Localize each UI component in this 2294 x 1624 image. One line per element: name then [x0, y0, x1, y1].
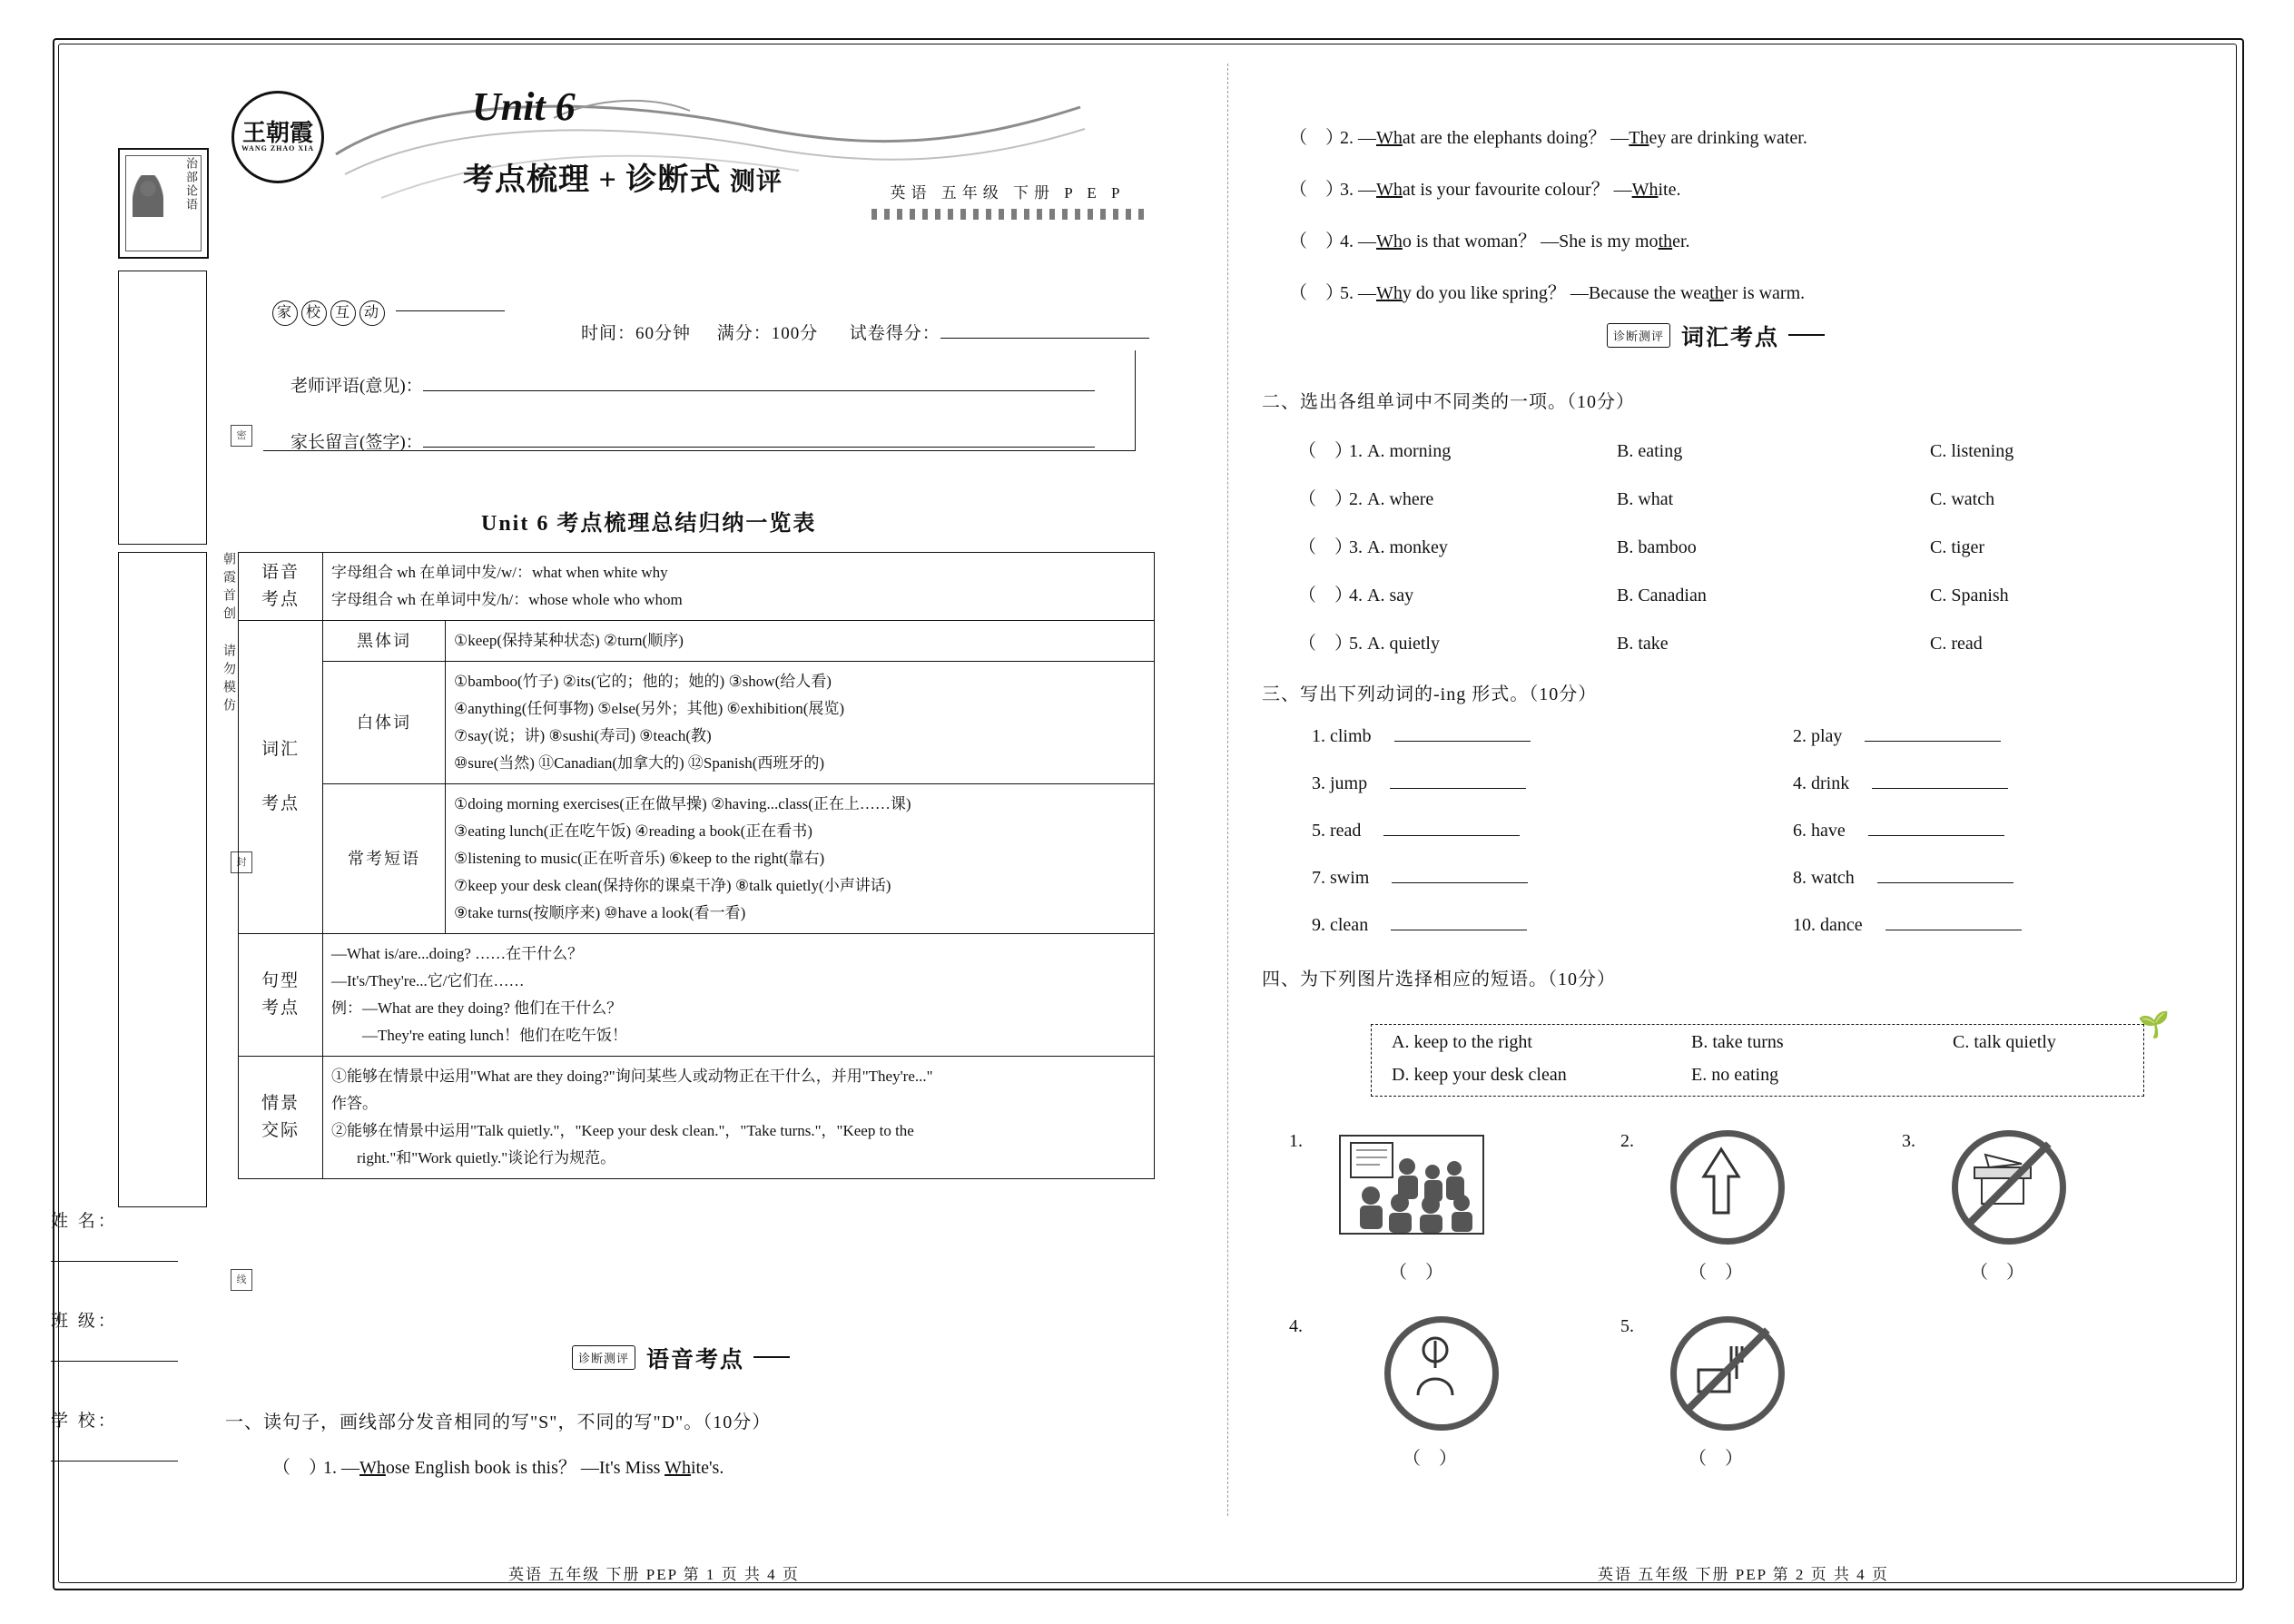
q3-item-5-input[interactable] — [1383, 835, 1520, 836]
brand-logo — [231, 91, 324, 183]
no-messy-desk-icon — [1952, 1130, 2059, 1237]
q4-picture-3-answer[interactable]: （ ） — [1970, 1263, 2024, 1283]
badge-tail-1 — [753, 1356, 790, 1358]
q3-item-6-number: 6. — [1793, 821, 1807, 841]
q2-item-2-answer-box[interactable]: （ ） — [1298, 489, 1353, 509]
field-class-input[interactable] — [51, 1337, 178, 1362]
badge-small-label-1: 诊断测评 — [572, 1345, 635, 1370]
q3-item-6-input[interactable] — [1868, 835, 2004, 836]
page-title-part-b: 诊断式 — [625, 163, 722, 197]
q2-item-2-option-a[interactable]: A. where — [1367, 489, 1434, 509]
q1-item-3-text: —What is your favourite colour？ —White. — [1358, 180, 1681, 200]
table-row — [239, 553, 1155, 621]
q3-item-7-input[interactable] — [1392, 882, 1528, 883]
q1-item-1-text: —Whose English book is this？ —It's Miss White's. — [341, 1458, 724, 1478]
q1-item-3-answer-box[interactable]: （ ） — [1289, 180, 1344, 200]
table-row — [239, 934, 1155, 1057]
plain-words-line-1: ①bamboo(竹子) ②its(它的；他的；她的) ③show(给人看) — [454, 673, 832, 690]
question-4-heading: 四、为下列图片选择相应的短语。（10分） — [1262, 969, 1616, 989]
phrases-line-5: ⑨take turns(按顺序来) ⑩have a look(看一看) — [454, 904, 746, 921]
q4-option-b[interactable]: B. take turns — [1691, 1032, 1784, 1052]
row-head-situational: 情景 交际 — [239, 1057, 323, 1179]
q2-item-2[interactable] — [1298, 484, 1994, 510]
phonics-cell — [323, 553, 1155, 621]
q2-item-1-number: 1. — [1349, 441, 1363, 461]
question-2-heading: 二、选出各组单词中不同类的一项。（10分） — [1262, 392, 1635, 412]
q3-item-5-word: read — [1330, 821, 1362, 841]
situational-cell — [323, 1057, 1155, 1179]
interaction-char-2: 校 — [301, 300, 327, 326]
q2-item-5-answer-box[interactable]: （ ） — [1298, 634, 1353, 654]
q1-item-1-number: 1. — [323, 1458, 337, 1478]
q3-item-10[interactable] — [1793, 915, 2022, 936]
bold-words-cell — [446, 621, 1155, 662]
q4-option-e[interactable]: E. no eating — [1691, 1065, 1779, 1085]
q3-item-2-number: 2. — [1793, 726, 1807, 746]
q1-item-1-answer-box[interactable]: （ ） — [272, 1458, 327, 1478]
q2-item-3-option-c[interactable]: C. tiger — [1930, 537, 1984, 557]
q2-item-2-option-c[interactable]: C. watch — [1930, 489, 1995, 509]
q3-item-8-input[interactable] — [1877, 882, 2013, 883]
plain-words-line-4: ⑩sure(当然) ⑪Canadian(加拿大的) ⑫Spanish(西班牙的) — [454, 754, 825, 772]
q3-item-1-input[interactable] — [1394, 741, 1531, 742]
q2-item-5-option-c[interactable]: C. read — [1930, 634, 1983, 654]
q3-item-1-number: 1. — [1312, 726, 1325, 746]
q4-picture-4-number: 4. — [1289, 1316, 1303, 1336]
q3-item-4[interactable] — [1793, 773, 2008, 794]
q2-item-1-answer-box[interactable]: （ ） — [1298, 441, 1353, 461]
page-title — [463, 154, 783, 199]
total-score-label: 试卷得分： — [849, 324, 940, 343]
bold-words-line-1: ①keep(保持某种状态) ②turn(顺序) — [454, 632, 684, 649]
section-badge-vocab — [1607, 320, 1825, 356]
q1-item-5-text: —Why do you like spring？ —Because the weather is warm. — [1358, 283, 1806, 303]
q3-item-2-input[interactable] — [1865, 741, 2001, 742]
phonics-line-1: 字母组合 wh 在单词中发/w/：what when white why — [331, 564, 668, 581]
seal-mark-2: 封 — [231, 851, 252, 873]
field-name-input[interactable] — [51, 1237, 178, 1262]
q3-item-7[interactable] — [1312, 868, 1528, 889]
row-head-phonics: 语音 考点 — [239, 553, 323, 621]
q4-picture-1-number: 1. — [1289, 1131, 1303, 1151]
book-tag-arrows-decoration — [871, 209, 1144, 220]
row-head-vocab: 词汇 考点 — [239, 621, 323, 934]
sentence-line-3: 例：—What are they doing? 他们在干什么？ — [331, 999, 623, 1017]
page-title-plus: + — [598, 163, 617, 197]
q2-item-3-answer-box[interactable]: （ ） — [1298, 537, 1353, 557]
seal-mark-3: 线 — [231, 1269, 252, 1291]
q2-item-3-option-b[interactable]: B. bamboo — [1617, 537, 1697, 557]
q3-item-5[interactable] — [1312, 821, 1520, 842]
sentence-line-1: —What is/are...doing? ……在干什么？ — [331, 945, 584, 962]
q1-item-2-text: —What are the elephants doing？ —They are drinking water. — [1358, 128, 1807, 148]
q4-option-d[interactable]: D. keep your desk clean — [1392, 1065, 1567, 1085]
parent-note-input[interactable] — [423, 447, 1095, 448]
sentence-line-2: —It's/They're...它/它们在…… — [331, 972, 525, 989]
section-badge-phonics — [572, 1342, 790, 1378]
q1-item-5[interactable] — [1289, 278, 1805, 304]
q1-item-4[interactable] — [1289, 226, 1690, 252]
seal-mark-1: 密 — [231, 425, 252, 447]
page-title-part-a: 考点梳理 — [463, 163, 590, 197]
q3-item-1[interactable] — [1312, 726, 1531, 747]
q1-item-4-number: 4. — [1340, 231, 1354, 251]
classroom-scene-icon — [1334, 1130, 1489, 1239]
teacher-comment-input[interactable] — [423, 390, 1095, 391]
q3-item-3-word: jump — [1330, 773, 1368, 793]
q1-item-2-number: 2. — [1340, 128, 1354, 148]
field-class-label: 班 级： — [51, 1312, 118, 1331]
q2-item-5-option-a[interactable]: A. quietly — [1367, 634, 1440, 654]
full-score-label: 满分：100分 — [716, 324, 819, 343]
publisher-seal — [118, 148, 209, 259]
left-blank-box-2 — [118, 552, 207, 1207]
q1-item-2-answer-box[interactable]: （ ） — [1289, 128, 1344, 148]
q4-picture-5-answer[interactable]: （ ） — [1689, 1449, 1743, 1469]
q2-item-4-option-b[interactable]: B. Canadian — [1617, 586, 1707, 605]
badge-title-phonics: 语音考点 — [646, 1348, 745, 1373]
q3-item-7-word: swim — [1330, 868, 1370, 888]
no-eating-icon — [1670, 1316, 1777, 1423]
q3-item-10-word: dance — [1820, 915, 1863, 935]
q3-item-5-number: 5. — [1312, 821, 1325, 841]
q2-item-3-number: 3. — [1349, 537, 1363, 557]
q4-options-box — [1371, 1024, 2144, 1097]
interaction-title-rule — [396, 310, 505, 311]
field-school-input[interactable] — [51, 1437, 178, 1462]
subhead-plain-words: 白体词 — [323, 662, 446, 784]
row-head-sentence: 句型 考点 — [239, 934, 323, 1057]
q2-item-1-option-c[interactable]: C. listening — [1930, 441, 2014, 461]
q1-item-4-text: —Who is that woman？ —She is my mother. — [1358, 231, 1690, 251]
table-row — [239, 621, 1155, 662]
q1-item-5-number: 5. — [1340, 283, 1354, 303]
table-row — [239, 662, 1155, 784]
q2-item-3[interactable] — [1298, 532, 1984, 558]
field-school[interactable] — [51, 1407, 187, 1462]
q3-item-6[interactable] — [1793, 821, 2004, 842]
table-row — [239, 1057, 1155, 1179]
q3-item-4-input[interactable] — [1872, 788, 2008, 789]
q3-item-9-number: 9. — [1312, 915, 1325, 935]
phrases-line-2: ③eating lunch(正在吃午饭) ④reading a book(正在看书) — [454, 822, 812, 840]
q1-item-3[interactable] — [1289, 174, 1681, 201]
q4-picture-4-answer[interactable]: （ ） — [1403, 1449, 1457, 1469]
q2-item-5-option-b[interactable]: B. take — [1617, 634, 1669, 654]
question-3-heading: 三、写出下列动词的-ing 形式。（10分） — [1262, 684, 1598, 704]
book-tag-text: 英语 五年级 下册 P E P — [890, 184, 1126, 202]
plain-words-line-2: ④anything(任何事物) ⑤else(另外；其他) ⑥exhibition(展览) — [454, 700, 845, 717]
subhead-phrases: 常考短语 — [323, 784, 446, 934]
field-name[interactable] — [51, 1207, 187, 1262]
parent-note-label: 家长留言(签字)： — [290, 433, 423, 452]
sprout-decoration-icon: 🌱 — [2138, 1011, 2170, 1039]
q3-item-8[interactable] — [1793, 868, 2013, 889]
sentence-cell — [323, 934, 1155, 1057]
q3-item-2-word: play — [1811, 726, 1843, 746]
interaction-char-1: 家 — [272, 300, 298, 326]
q4-picture-2-answer[interactable]: （ ） — [1689, 1263, 1743, 1283]
plain-words-cell — [446, 662, 1155, 784]
q2-item-4-number: 4. — [1349, 586, 1363, 605]
phrases-line-3: ⑤listening to music(正在听音乐) ⑥keep to the right(靠右) — [454, 850, 825, 867]
scholar-figure-icon — [133, 175, 163, 217]
q2-item-4-option-c[interactable]: C. Spanish — [1930, 586, 2009, 605]
teacher-comment-label: 老师评语(意见)： — [290, 377, 423, 396]
book-tag — [871, 178, 1144, 214]
q4-option-a[interactable]: A. keep to the right — [1392, 1032, 1532, 1052]
q2-item-3-option-a[interactable]: A. monkey — [1367, 537, 1448, 557]
q1-item-5-answer-box[interactable]: （ ） — [1289, 283, 1344, 303]
q3-item-3[interactable] — [1312, 773, 1526, 794]
q2-item-2-option-b[interactable]: B. what — [1617, 489, 1674, 509]
situational-line-3: ②能够在情景中运用"Talk quietly."，"Keep your desk clean."，"Take turns."，"Keep to the — [331, 1122, 914, 1139]
badge-tail-2 — [1788, 334, 1825, 336]
column-divider — [1227, 64, 1228, 1516]
plain-words-line-3: ⑦say(说；讲) ⑧sushi(寿司) ⑨teach(教) — [454, 727, 712, 744]
phrases-line-4: ⑦keep your desk clean(保持你的课桌干净) ⑧talk quietly(小声讲话) — [454, 877, 891, 894]
sentence-line-4: —They're eating lunch！他们在吃午饭！ — [331, 1027, 628, 1044]
q3-item-6-word: have — [1811, 821, 1846, 841]
q3-item-1-word: climb — [1330, 726, 1372, 746]
q2-item-4-answer-box[interactable]: （ ） — [1298, 586, 1353, 605]
table-row — [239, 784, 1155, 934]
up-arrow-circle-icon — [1670, 1130, 1777, 1237]
q4-picture-3-number: 3. — [1902, 1131, 1915, 1151]
exam-meta-row — [581, 320, 1149, 344]
q3-item-10-number: 10. — [1793, 915, 1816, 935]
badge-small-label-2: 诊断测评 — [1607, 323, 1670, 348]
question-1-heading: 一、读句子，画线部分发音相同的写"S"，不同的写"D"。（10分） — [225, 1412, 772, 1432]
q3-item-4-number: 4. — [1793, 773, 1807, 793]
copyright-vertical-text: 朝霞首创 请勿模仿 — [222, 552, 235, 716]
q3-item-3-number: 3. — [1312, 773, 1325, 793]
unit-title: Unit 6 — [472, 84, 576, 129]
q1-item-3-number: 3. — [1340, 180, 1354, 200]
situational-line-2: 作答。 — [331, 1095, 378, 1112]
situational-line-4: right."和"Work quietly."谈论行为规范。 — [357, 1149, 616, 1166]
brand-logo-subtext: WANG ZHAO XIA — [241, 144, 315, 153]
page-title-part-c: 测评 — [729, 168, 783, 196]
q4-picture-5-number: 5. — [1620, 1316, 1634, 1336]
q3-item-4-word: drink — [1811, 773, 1850, 793]
phonics-line-2: 字母组合 wh 在单词中发/h/：whose whole who whom — [331, 591, 683, 608]
q3-item-9[interactable] — [1312, 915, 1527, 936]
q3-item-2[interactable] — [1793, 726, 2001, 747]
footer-right: 英语 五年级 下册 PEP 第 2 页 共 4 页 — [1598, 1566, 1889, 1583]
q4-picture-1-answer[interactable]: （ ） — [1389, 1263, 1443, 1283]
q2-item-5[interactable] — [1298, 628, 1983, 655]
situational-line-1: ①能够在情景中运用"What are they doing?"询问某些人或动物正在干什么，并用"They're..." — [331, 1068, 933, 1085]
q1-item-2[interactable] — [1289, 123, 1807, 149]
subhead-bold-words: 黑体词 — [323, 621, 446, 662]
q2-item-4-option-a[interactable]: A. say — [1367, 586, 1414, 605]
q2-item-1-option-a[interactable]: A. morning — [1367, 441, 1452, 461]
field-class[interactable] — [51, 1307, 187, 1362]
field-name-label: 姓 名： — [51, 1212, 118, 1231]
brand-logo-text: 王朝霞 — [241, 120, 313, 146]
quiet-circle-icon — [1384, 1316, 1492, 1423]
home-school-interaction-title — [272, 300, 505, 326]
q2-item-1[interactable] — [1298, 436, 2013, 462]
summary-table-title: Unit 6 考点梳理总结归纳一览表 — [481, 512, 817, 536]
q4-picture-2-number: 2. — [1620, 1131, 1634, 1151]
q2-item-2-number: 2. — [1349, 489, 1363, 509]
phrases-cell — [446, 784, 1155, 934]
q3-item-3-input[interactable] — [1390, 788, 1526, 789]
knowledge-summary-table — [238, 552, 1155, 1179]
parent-note-row[interactable] — [290, 428, 1095, 453]
field-school-label: 学 校： — [51, 1412, 118, 1431]
total-score-input[interactable] — [940, 338, 1149, 339]
q2-item-5-number: 5. — [1349, 634, 1363, 654]
q4-option-c[interactable]: C. talk quietly — [1953, 1032, 2056, 1052]
footer-left: 英语 五年级 下册 PEP 第 1 页 共 4 页 — [508, 1566, 800, 1583]
q1-item-1[interactable] — [272, 1452, 724, 1479]
q3-item-8-word: watch — [1811, 868, 1855, 888]
q2-item-4[interactable] — [1298, 580, 2009, 606]
q3-item-9-word: clean — [1330, 915, 1369, 935]
q3-item-7-number: 7. — [1312, 868, 1325, 888]
interaction-char-4: 动 — [359, 300, 385, 326]
interaction-char-3: 互 — [330, 300, 356, 326]
badge-title-vocab: 词汇考点 — [1681, 326, 1780, 350]
q1-item-4-answer-box[interactable]: （ ） — [1289, 231, 1344, 251]
phrases-line-1: ①doing morning exercises(正在做早操) ②having...class(正在上……课) — [454, 795, 911, 812]
q2-item-1-option-b[interactable]: B. eating — [1617, 441, 1683, 461]
seal-text-right: 治部论语 — [184, 157, 198, 212]
time-label: 时间：60分钟 — [581, 324, 692, 343]
left-blank-box-1 — [118, 271, 207, 545]
q3-item-8-number: 8. — [1793, 868, 1807, 888]
teacher-comment-row[interactable] — [290, 372, 1095, 397]
